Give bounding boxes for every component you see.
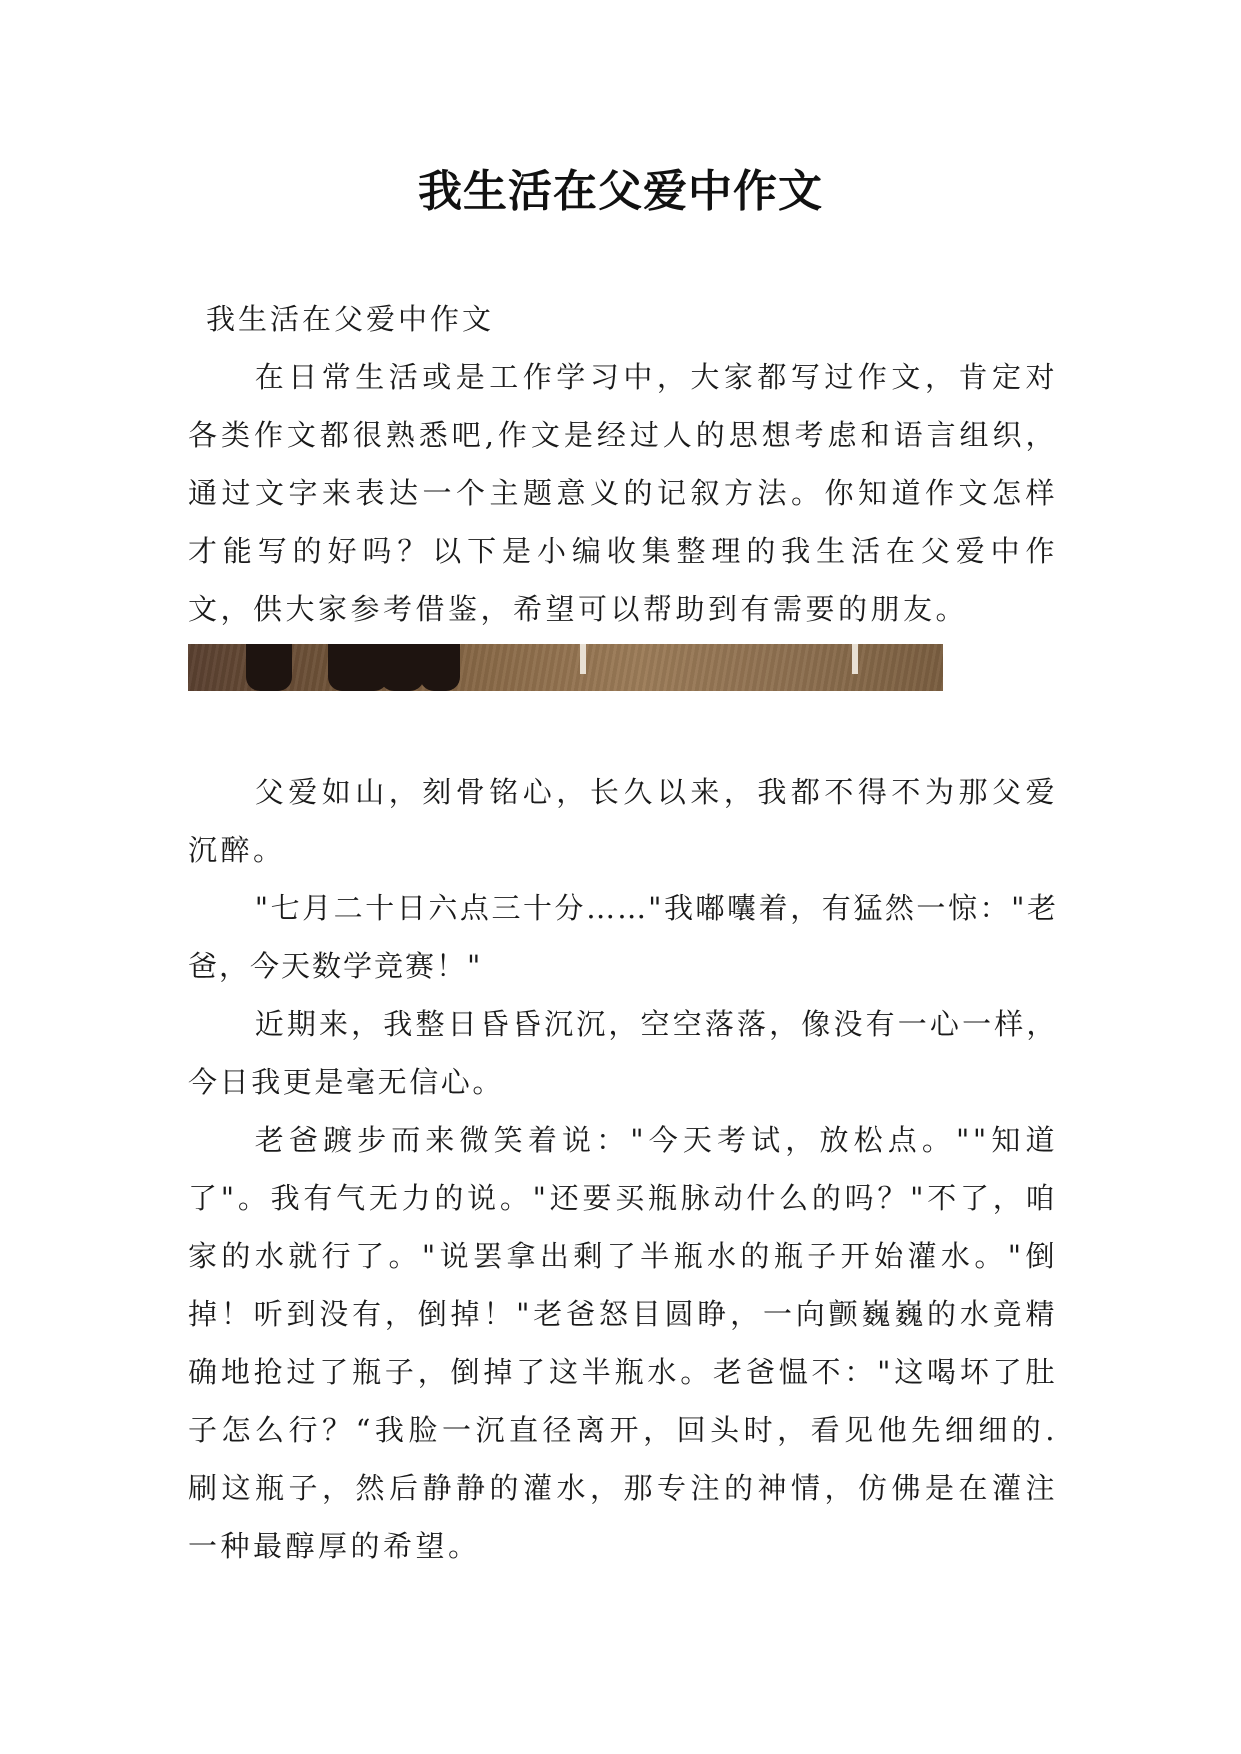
body-paragraph: 父爱如山，刻骨铭心，长久以来，我都不得不为那父爱沉醉。 [188,775,1058,867]
body-paragraph: 近期来，我整日昏昏沉沉，空空落落，像没有一心一样，今日我更是毫无信心。 [188,1007,1058,1099]
document-title: 我生活在父爱中作文 [418,166,823,217]
document-subtitle: 我生活在父爱中作文 [206,302,495,336]
cropped-photo [188,644,943,691]
body-paragraph: "七月二十日六点三十分……"我嘟囔着，有猛然一惊："老爸，今天数学竞赛！" [188,891,1058,983]
intro-paragraph: 在日常生活或是工作学习中，大家都写过作文，肯定对各类作文都很熟悉吧,作文是经过人的思想考虑和语言组织，通过文字来表达一个主题意义的记叙方法。你知道作文怎样才能写的好吗？以下是小编收集整理的我生活在父爱中作文，供大家参考借鉴，希望可以帮助到有需要的朋友。 [188,360,1058,626]
document-body [188,290,1058,1575]
body-paragraph: 老爸踱步而来微笑着说："今天考试，放松点。""知道了"。我有气无力的说。"还要买瓶脉动什么的吗？"不了，咱家的水就行了。"说罢拿出剩了半瓶水的瓶子开始灌水。"倒掉！听到没有，倒掉！"老爸怒目圆睁，一向颤巍巍的水竟精确地抢过了瓶子，倒掉了这半瓶水。老爸愠不："这喝坏了肚子怎么行？“我脸一沉直径离开，回头时，看见他先细细的.刷这瓶子，然后静静的灌水，那专注的神情，仿佛是在灌注一种最醇厚的希望。 [188,1123,1058,1563]
